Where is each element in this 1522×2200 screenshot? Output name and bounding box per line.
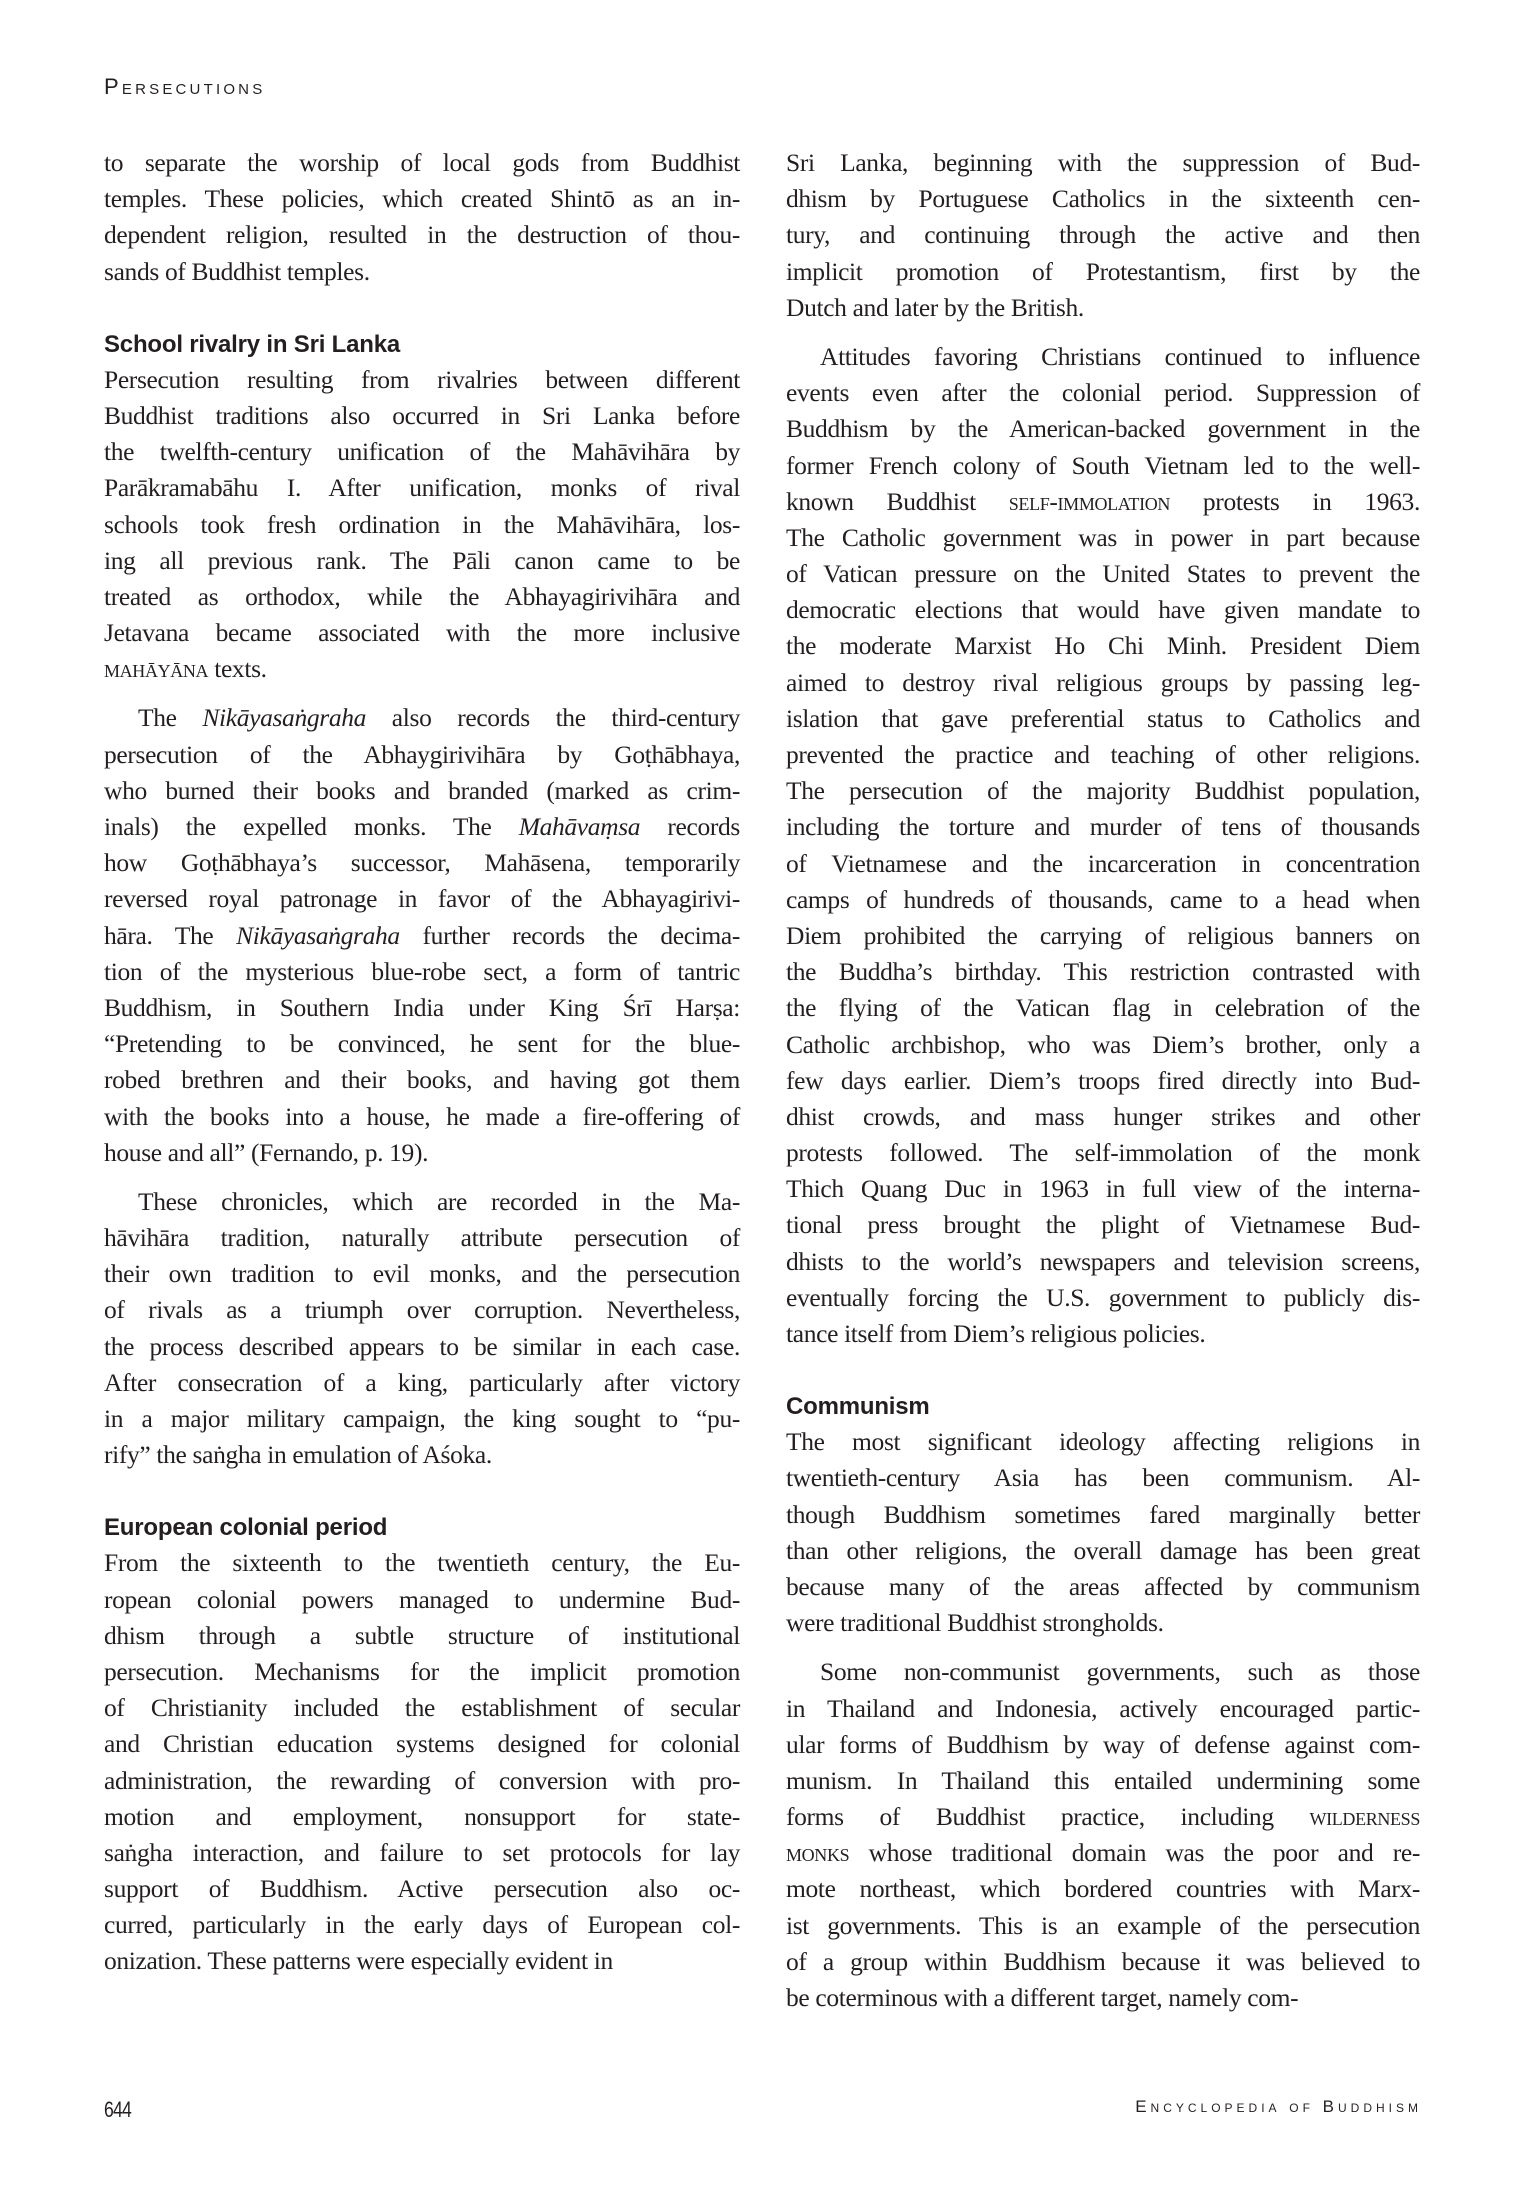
- text-line: forms of Buddhist practice, including wilderness: [786, 1802, 1420, 1832]
- text-line: ist governments. This is an example of the persecution: [786, 1910, 1420, 1940]
- text-line: few days earlier. Diem’s troops fired directly into Bud-: [786, 1065, 1420, 1095]
- text-line: Thich Quang Duc in 1963 in full view of the interna-: [786, 1174, 1420, 1204]
- text-line: The Nikāyasaṅgraha also records the third-century: [138, 703, 740, 733]
- text-line: Buddhism, in Southern India under King Śrī Harṣa:: [104, 992, 740, 1022]
- text-line: protests followed. The self-immolation of the monk: [786, 1138, 1420, 1168]
- text-line: curred, particularly in the early days of European col-: [104, 1910, 740, 1940]
- text-line: Buddhist traditions also occurred in Sri Lanka before: [104, 400, 740, 430]
- text-line: dhism by Portuguese Catholics in the sixteenth cen-: [786, 184, 1420, 214]
- paragraph: [786, 339, 1420, 1352]
- running-head: [104, 74, 265, 100]
- text-line: saṅgha interaction, and failure to set protocols for lay: [104, 1837, 740, 1867]
- text-line: From the sixteenth to the twentieth century, the Eu-: [104, 1548, 740, 1578]
- text-line: tury, and continuing through the active and then: [786, 220, 1420, 250]
- text-line: sands of Buddhist temples.: [104, 256, 370, 286]
- text-line: temples. These policies, which created Shintō as an in-: [104, 184, 740, 214]
- text-line: The persecution of the majority Buddhist population,: [786, 776, 1420, 806]
- running-head-title: Persecutions: [104, 74, 266, 99]
- text-line: be coterminous with a different target, namely com-: [786, 1983, 1299, 2012]
- section-heading: School rivalry in Sri Lanka: [104, 330, 401, 358]
- section-heading: Communism: [786, 1393, 930, 1421]
- text-line: tion of the mysterious blue-robe sect, a form of tantric: [104, 956, 740, 986]
- text-line: dhist crowds, and mass hunger strikes and other: [786, 1101, 1420, 1131]
- text-line: the flying of the Vatican flag in celebration of the: [786, 993, 1420, 1023]
- text-line: aimed to destroy rival religious groups by passing leg-: [786, 667, 1420, 697]
- text-line: tional press brought the plight of Vietnamese Bud-: [786, 1210, 1420, 1240]
- text-line: and Christian education systems designed for colonial: [104, 1729, 740, 1759]
- text-line: munism. In Thailand this entailed undermining some: [786, 1765, 1420, 1795]
- text-line: ing all previous rank. The Pāli canon came to be: [104, 545, 740, 575]
- publication-title: Encyclopedia of Buddhism: [1135, 2097, 1422, 2116]
- text-line: former French colony of South Vietnam led to the well-: [786, 450, 1420, 480]
- text-line: the Buddha’s birthday. This restriction contrasted with: [786, 957, 1420, 987]
- text-line: of a group within Buddhism because it was believed to: [786, 1946, 1420, 1976]
- text-line: Catholic archbishop, who was Diem’s brother, only a: [786, 1029, 1420, 1059]
- text-line: onization. These patterns were especially evident in: [104, 1946, 613, 1976]
- text-line: administration, the rewarding of conversion with pro-: [104, 1765, 740, 1795]
- text-line: dependent religion, resulted in the destruction of thou-: [104, 220, 740, 250]
- text-line: robed brethren and their books, and having got them: [104, 1065, 740, 1095]
- left-column: [104, 145, 740, 1993]
- text-line: because many of the areas affected by communism: [786, 1571, 1420, 1601]
- text-line: After consecration of a king, particularly after victory: [104, 1367, 740, 1397]
- text-line: inals) the expelled monks. The Mahāvaṃsa records: [104, 812, 740, 841]
- paragraph: [104, 1545, 740, 1979]
- text-line: ropean colonial powers managed to undermine Bud-: [104, 1584, 740, 1614]
- text-line: “Pretending to be convinced, he sent for the blue-: [104, 1029, 740, 1059]
- paragraph: [104, 700, 740, 1170]
- text-line: the process described appears to be similar in each case.: [104, 1331, 740, 1361]
- text-line: who burned their books and branded (marked as crim-: [104, 775, 740, 805]
- text-line: prevented the practice and teaching of other religions.: [786, 740, 1420, 769]
- paragraph: [786, 1654, 1420, 2016]
- text-line: were traditional Buddhist strongholds.: [786, 1608, 1164, 1638]
- text-line: of rivals as a triumph over corruption. Nevertheless,: [104, 1295, 740, 1325]
- text-line: the twelfth-century unification of the Mahāvihāra by: [104, 437, 740, 467]
- right-column: [786, 145, 1420, 2029]
- text-line: events even after the colonial period. Suppression of: [786, 378, 1420, 408]
- text-line: eventually forcing the U.S. government to publicly dis-: [786, 1282, 1420, 1312]
- text-line: of Vatican pressure on the United States to prevent the: [786, 559, 1420, 589]
- text-line: camps of hundreds of thousands, came to a head when: [786, 884, 1420, 914]
- text-line: persecution of the Abhaygirivihāra by Goṭhābhaya,: [104, 739, 740, 769]
- paragraph: [786, 1424, 1420, 1641]
- paragraph: [104, 1184, 740, 1474]
- text-line: implicit promotion of Protestantism, first by the: [786, 256, 1420, 286]
- text-line: known Buddhist self-immolation protests in 1963.: [786, 486, 1420, 516]
- text-line: hāvihāra tradition, naturally attribute persecution of: [104, 1223, 740, 1253]
- text-line: Jetavana became associated with the more inclusive: [104, 618, 740, 648]
- text-line: reversed royal patronage in favor of the Abhayagirivi-: [104, 884, 740, 914]
- text-line: with the books into a house, he made a fire-offering of: [104, 1101, 740, 1131]
- text-line: democratic elections that would have given mandate to: [786, 595, 1420, 625]
- text-line: islation that gave preferential status to Catholics and: [786, 703, 1420, 733]
- text-line: mote northeast, which bordered countries with Marx-: [786, 1874, 1420, 1904]
- text-line: Some non-communist governments, such as those: [820, 1657, 1420, 1687]
- text-line: Dutch and later by the British.: [786, 292, 1084, 322]
- text-line: of Christianity included the establishment of secular: [104, 1693, 740, 1723]
- text-line: twentieth-century Asia has been communism. Al-: [786, 1463, 1420, 1493]
- text-line: house and all” (Fernando, p. 19).: [104, 1137, 429, 1167]
- text-line: Persecution resulting from rivalries between different: [104, 364, 740, 394]
- page-number: 644: [104, 2097, 131, 2122]
- text-line: rify” the saṅgha in emulation of Aśoka.: [104, 1440, 492, 1470]
- text-line: dhism through a subtle structure of institutional: [104, 1620, 740, 1650]
- text-line: how Goṭhābhaya’s successor, Mahāsena, temporarily: [104, 848, 740, 878]
- text-line: mahāyāna texts.: [104, 654, 267, 684]
- text-line: hāra. The Nikāyasaṅgraha further records the decima-: [104, 920, 741, 950]
- text-line: monks whose traditional domain was the poor and re-: [786, 1838, 1420, 1868]
- text-line: though Buddhism sometimes fared marginally better: [786, 1499, 1420, 1529]
- text-line: dhists to the world’s newspapers and television screens,: [786, 1246, 1420, 1276]
- text-line: Parākramabāhu I. After unification, monks of rival: [104, 473, 740, 503]
- text-line: These chronicles, which are recorded in the Ma-: [138, 1186, 740, 1216]
- text-line: The Catholic government was in power in part because: [786, 522, 1420, 552]
- text-line: than other religions, the overall damage has been great: [786, 1535, 1420, 1565]
- section-heading: European colonial period: [104, 1514, 388, 1542]
- text-line: of Vietnamese and the incarceration in concentration: [786, 848, 1420, 878]
- text-line: schools took fresh ordination in the Mahāvihāra, los-: [104, 509, 740, 539]
- text-line: tance itself from Diem’s religious policies.: [786, 1319, 1206, 1348]
- text-line: their own tradition to evil monks, and the persecution: [104, 1259, 740, 1289]
- text-line: to separate the worship of local gods from Buddhist: [104, 148, 740, 177]
- text-line: Diem prohibited the carrying of religious banners on: [786, 920, 1420, 950]
- text-line: persecution. Mechanisms for the implicit promotion: [104, 1656, 740, 1686]
- text-line: including the torture and murder of tens of thousands: [786, 812, 1420, 842]
- text-line: in a major military campaign, the king sought to “pu-: [104, 1404, 740, 1433]
- text-line: The most significant ideology affecting religions in: [786, 1427, 1420, 1457]
- text-line: motion and employment, nonsupport for state-: [104, 1801, 740, 1831]
- text-line: Buddhism by the American-backed government in the: [786, 414, 1420, 444]
- text-line: Attitudes favoring Christians continued to influence: [820, 341, 1420, 371]
- text-line: support of Buddhism. Active persecution also oc-: [104, 1874, 740, 1904]
- paragraph: [104, 145, 740, 290]
- paragraph: [104, 362, 740, 688]
- text-line: treated as orthodox, while the Abhayagirivihāra and: [104, 581, 740, 611]
- text-line: ular forms of Buddhism by way of defense against com-: [786, 1729, 1420, 1759]
- text-line: the moderate Marxist Ho Chi Minh. President Diem: [786, 631, 1420, 661]
- paragraph: [786, 145, 1420, 326]
- text-line: in Thailand and Indonesia, actively encouraged partic-: [786, 1693, 1420, 1723]
- text-line: Sri Lanka, beginning with the suppression of Bud-: [786, 148, 1420, 177]
